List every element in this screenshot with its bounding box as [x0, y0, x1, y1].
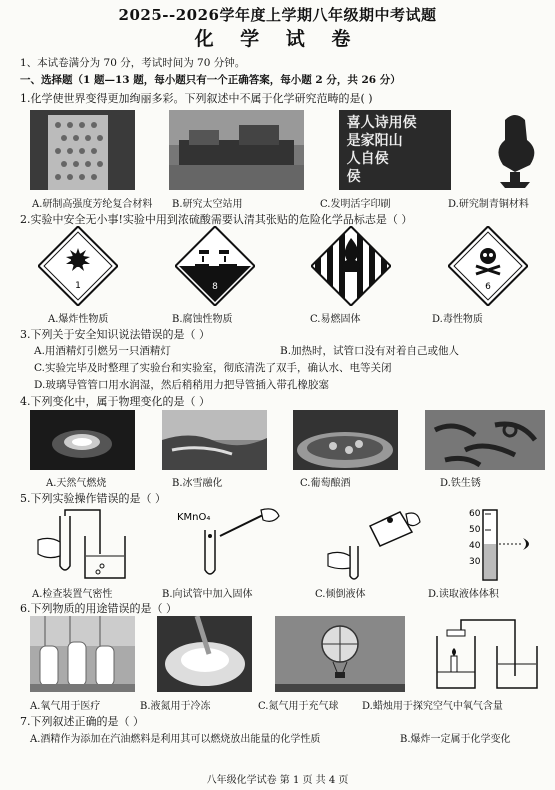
toxic-sign-icon	[448, 226, 528, 306]
q5-option-d: D.读取液体体积	[428, 589, 499, 600]
q4-option-d: D.铁生锈	[440, 478, 481, 489]
q5-option-a: A.检查装置气密性	[32, 589, 113, 600]
q4-image-c	[293, 410, 398, 470]
q1-image-a	[30, 110, 135, 190]
q7-option-b: B.爆炸一定属于化学变化	[400, 734, 511, 745]
q4-images	[30, 410, 545, 470]
q3-option-a: A.用酒精灯引燃另一只酒精灯	[34, 345, 171, 357]
q1-option-c: C.发明活字印刷	[320, 199, 391, 210]
q4-stem: 4.下列变化中，属于物理变化的是（ ）	[20, 395, 210, 408]
q1-images	[30, 110, 545, 190]
q1-image-b	[169, 110, 304, 190]
section-1-heading: 一、选择题（1 题—13 题，每小题只有一个正确答案，每小题 2 分，共 26 分）	[20, 74, 401, 86]
flammable-solid-sign-icon	[311, 226, 391, 306]
q7-stem: 7.下列叙述正确的是（ ）	[20, 715, 144, 728]
q2-option-a: A.爆炸性物质	[48, 314, 109, 325]
q5-stem: 5.下列实验操作错误的是（ ）	[20, 492, 166, 505]
cylinder-tick-60: 60	[469, 509, 481, 519]
q3-option-b: B.加热时，试管口没有对着自己或他人	[280, 345, 460, 357]
q5-image-d	[465, 506, 545, 582]
page-footer: 八年级化学试卷 第 1 页 共 4 页	[206, 775, 349, 786]
q5-option-c: C.倾倒液体	[315, 589, 366, 600]
q4-image-a	[30, 410, 135, 470]
q1-image-d	[485, 110, 545, 190]
q6-stem: 6.下列物质的用途错误的是（ ）	[20, 602, 177, 615]
corrosive-sign-icon	[175, 226, 255, 306]
q6-option-c: C.氮气用于充气球	[258, 701, 339, 712]
q6-images	[30, 616, 545, 692]
q5-image-b	[175, 506, 285, 582]
q6-image-c	[275, 616, 405, 692]
q3-stem: 3.下列关于安全知识说法错误的是（ ）	[20, 328, 210, 341]
q5-option-b: B.向试管中加入固体	[162, 589, 253, 600]
sign-number-1: 1	[75, 281, 81, 291]
q1-image-c	[339, 110, 451, 190]
q2-signs	[38, 226, 528, 306]
q6-option-a: A.氧气用于医疗	[30, 701, 101, 712]
q1-option-a: A.研制高强度芳纶复合材料	[32, 199, 153, 210]
q5-images	[30, 506, 545, 582]
q5-image-c	[320, 506, 430, 582]
q4-option-b: B.冰雪融化	[172, 478, 223, 489]
q1-option-d: D.研究制青铜材料	[448, 199, 529, 210]
q4-option-c: C.葡萄酿酒	[300, 478, 351, 489]
q7-option-a: A.酒精作为添加在汽油燃料是利用其可以燃烧放出能量的化学性质	[30, 734, 321, 745]
q3-option-d: D.玻璃导管管口用水润湿，然后稍稍用力把导管插入带孔橡胶塞	[34, 379, 329, 391]
sign-number-8: 8	[211, 282, 218, 292]
sign-number-6: 6	[485, 282, 491, 292]
q6-option-d: D.蜡烛用于探究空气中氧气含量	[362, 701, 503, 712]
q3-option-c: C.实验完毕及时整理了实验台和实验室，彻底清洗了双手，确认水、电等关闭	[34, 362, 392, 374]
exam-subject: 化 学 试 卷	[194, 28, 361, 50]
q1-print-characters: 喜人诗用侯 是家阳山 人自侯 侯	[346, 115, 417, 185]
q4-image-d	[425, 410, 545, 470]
q1-option-b: B.研究太空站用	[172, 199, 243, 210]
q2-option-c: C.易燃固体	[310, 314, 361, 325]
cylinder-tick-40: 40	[469, 541, 481, 551]
q5-image-a	[30, 506, 140, 582]
q6-option-b: B.液氮用于冷冻	[140, 701, 211, 712]
q4-image-b	[162, 410, 267, 470]
q1-stem: 1.化学使世界变得更加绚丽多彩。下列叙述中不属于化学研究范畴的是( )	[20, 92, 373, 105]
q6-image-b	[157, 616, 252, 692]
q2-option-d: D.毒性物质	[432, 314, 483, 325]
q6-image-d	[427, 616, 545, 692]
cylinder-tick-50: 50	[469, 525, 481, 535]
cylinder-tick-30: 30	[469, 557, 481, 567]
explosive-sign-icon	[38, 226, 118, 306]
note-1: 1、本试卷满分为 70 分，考试时间为 70 分钟。	[20, 57, 246, 69]
q2-option-b: B.腐蚀性物质	[172, 314, 233, 325]
q4-option-a: A.天然气燃烧	[46, 478, 107, 489]
q6-image-a	[30, 616, 135, 692]
reagent-label: KMnO₄	[177, 512, 211, 523]
exam-title: 2025--2026学年度上学期八年级期中考试题	[118, 6, 437, 24]
q2-stem: 2.实验中安全无小事!实验中用到浓硫酸需要认清其张贴的危险化学品标志是（ ）	[20, 213, 413, 226]
